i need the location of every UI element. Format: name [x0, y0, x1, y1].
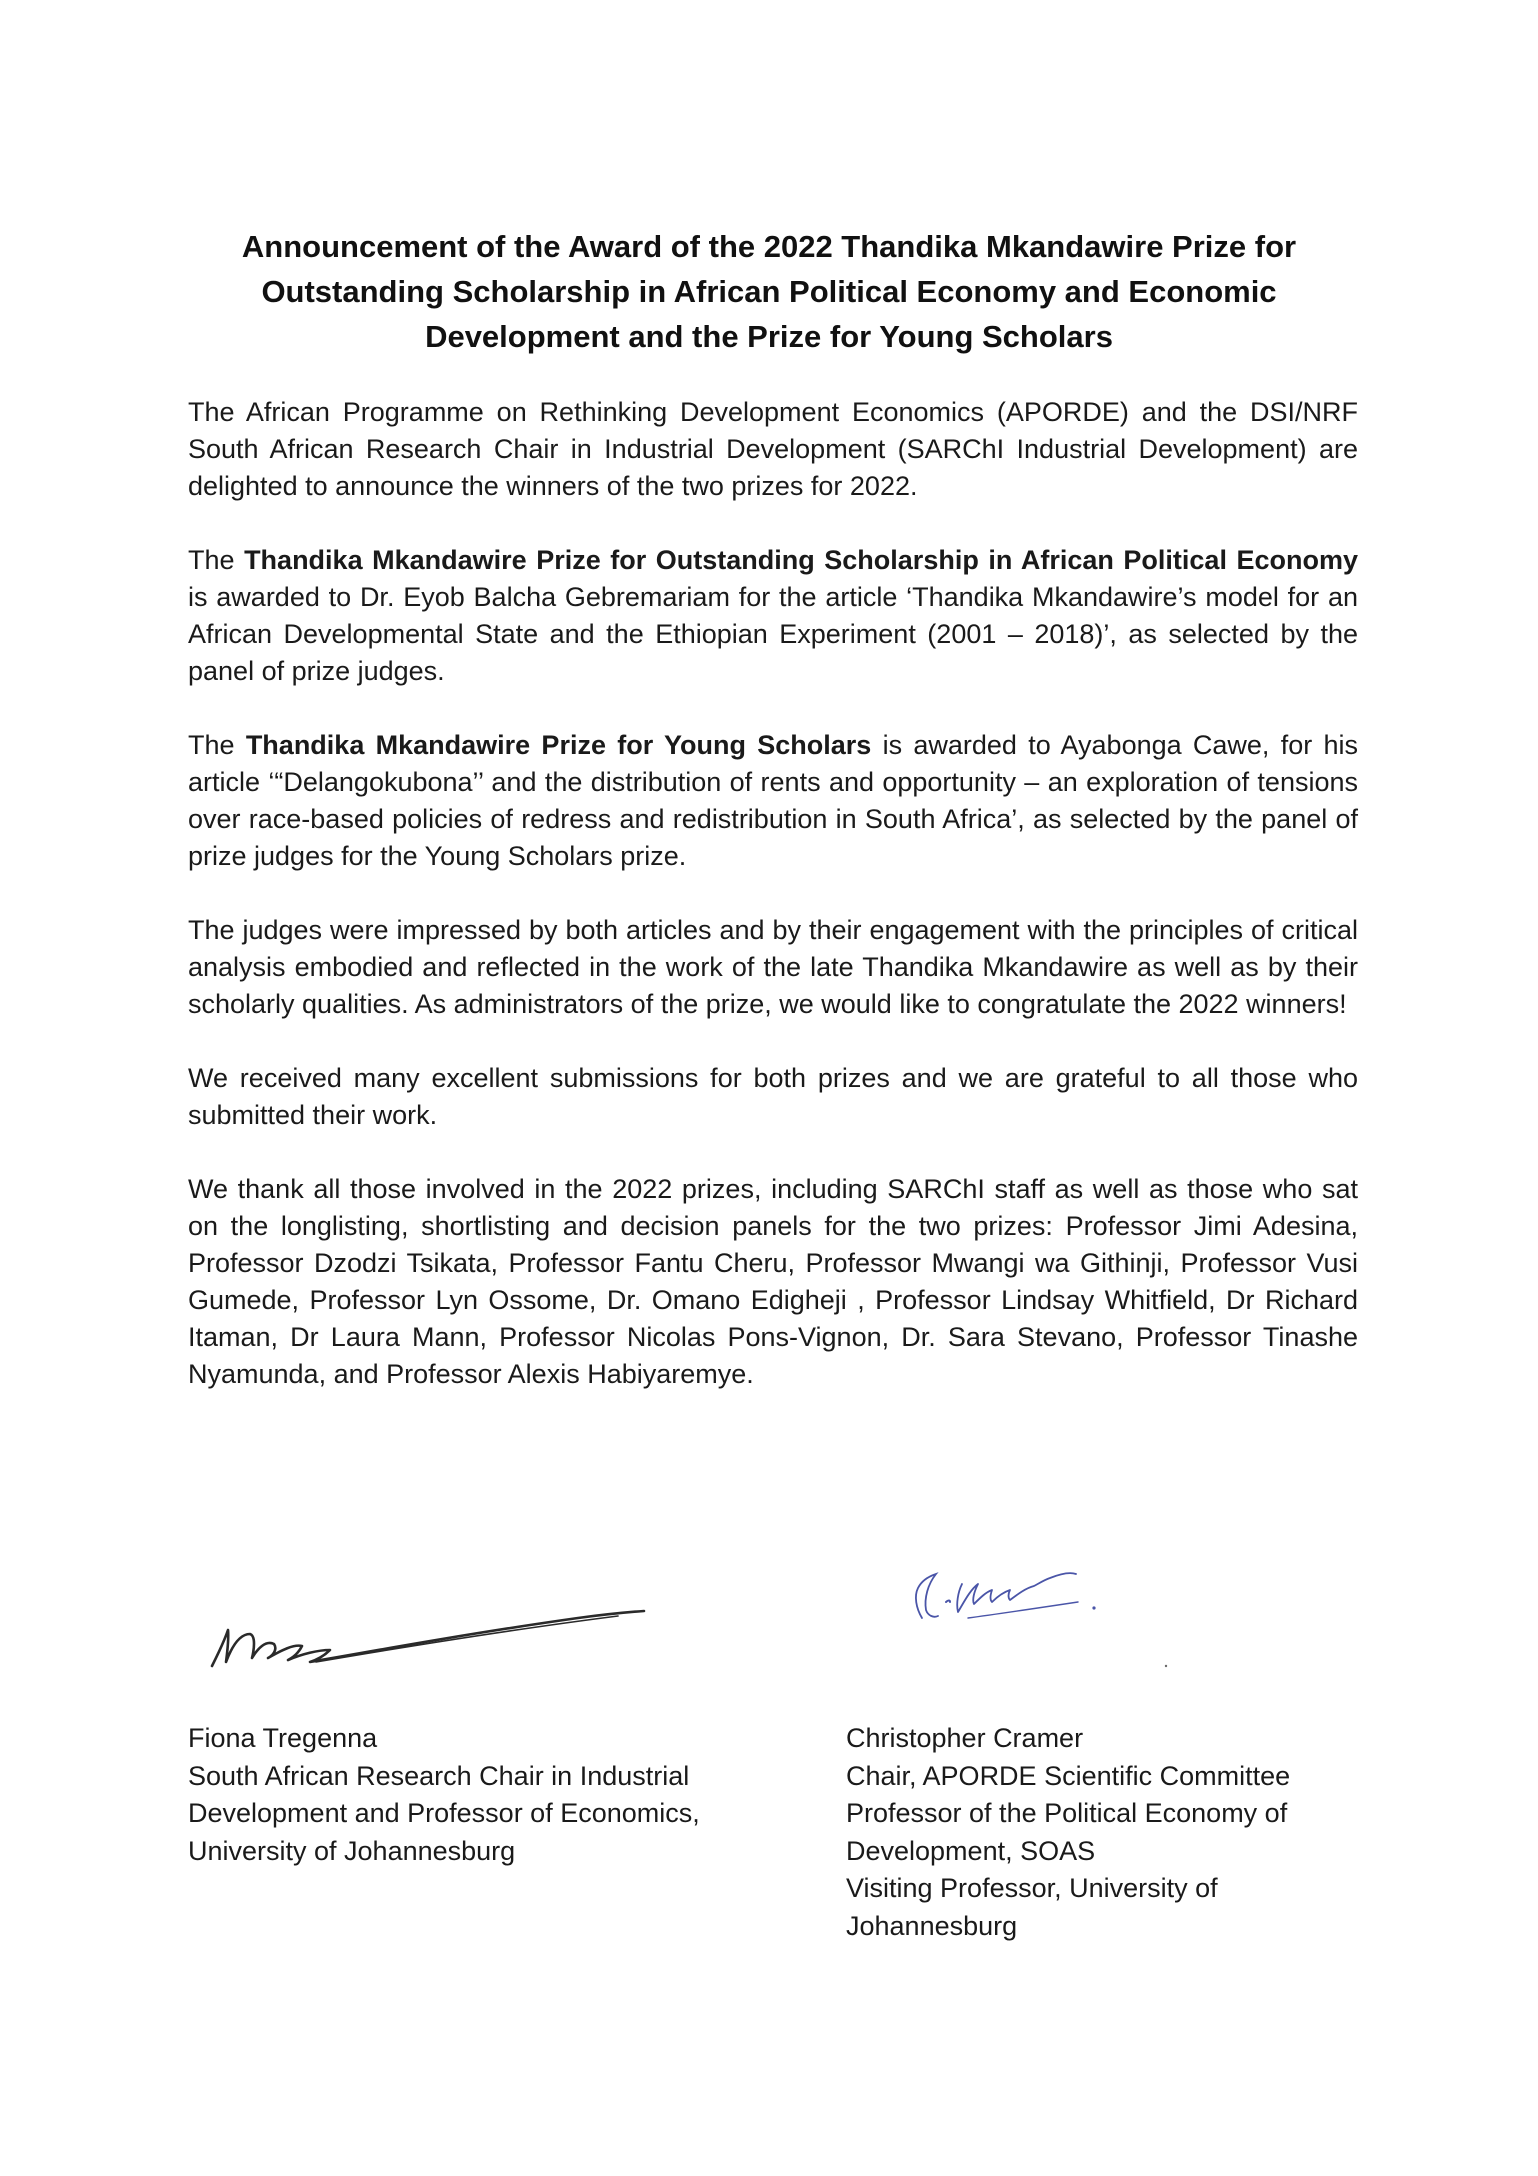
signatory-title: South African Research Chair in Industrial [188, 1760, 690, 1791]
prize-name: Thandika Mkandawire Prize for Young Scholars [245, 730, 872, 760]
prize-young-scholars-paragraph [188, 727, 1358, 875]
signatory-name: Fiona Tregenna [188, 1723, 378, 1753]
title-line: Outstanding Scholarship in African Political Economy and Economic [261, 274, 1277, 309]
paragraph-text: is awarded to Dr. Eyob Balcha Gebremariam for the article ‘Thandika Mkandawire’s model for an African Developmental State and the Ethiopian Experiment (2001 – 2018)’, as selected by the panel of prize judges. [188, 582, 1358, 686]
prize-name: Thandika Mkandawire Prize for Outstanding Scholarship in African Political Economy [244, 545, 1359, 575]
signature-right [888, 1540, 1188, 1670]
signatory-title: Visiting Professor, University of [846, 1873, 1218, 1903]
announcement-title [170, 224, 1368, 359]
signatory-title: Chair, APORDE Scientific Committee [846, 1760, 1291, 1791]
paragraph-text: is awarded to Ayabonga Cawe, for his article ‘“Delangokubona’’ and the distribution of rents and opportunity – an exploration of tensions over race-based policies of redress and redistribution in South Africa’, as selected by the panel of prize judges for the Young Scholars prize. [188, 730, 1359, 871]
submissions-paragraph: We received many excellent submissions for both prizes and we are grateful to all those who submitted their work. [188, 1063, 1358, 1130]
signatory-title: Development and Professor of Economics, [188, 1798, 700, 1828]
thanks-paragraph: We thank all those involved in the 2022 prizes, including SARChI staff as well as those who sat on the longlisting, shortlisting and decision panels for the two prizes: Professor Jimi Adesina, Professor Dzodzi Tsikata, Professor Fantu Cheru, Professor Mwangi wa Githinji, Professor Vusi Gumede, Professor Lyn Ossome, Dr. Omano Edigheji , Professor Lindsay Whitfield, Dr Richard Itaman, Dr Laura Mann, Professor Nicolas Pons-Vignon, Dr. Sara Stevano, Professor Tinashe Nyamunda, and Professor Alexis Habiyaremye. [188, 1174, 1358, 1389]
signatory-title: Professor of the Political Economy of [846, 1798, 1288, 1828]
announcement-body [188, 394, 1358, 1430]
paragraph-text: The [188, 730, 246, 760]
signatory-affiliation: Johannesburg [846, 1910, 1018, 1941]
signature-left [198, 1592, 658, 1680]
prize-outstanding-paragraph [188, 542, 1358, 690]
title-line: Announcement of the Award of the 2022 Thandika Mkandawire Prize for [241, 229, 1297, 264]
title-line: Development and the Prize for Young Scholars [425, 319, 1113, 354]
paragraph-text: The [188, 545, 245, 575]
intro-paragraph: The African Programme on Rethinking Development Economics (APORDE) and the DSI/NRF South African Research Chair in Industrial Development (SARChI Industrial Development) are delighted to announce the winners of the two prizes for 2022. [188, 397, 1358, 501]
signatory-name: Christopher Cramer [846, 1723, 1084, 1753]
signatory-affiliation: Development, SOAS [846, 1835, 1096, 1866]
judges-paragraph: The judges were impressed by both articles and by their engagement with the principles of critical analysis embodied and reflected in the work of the late Thandika Mkandawire as well as by their scholarly qualities. As administrators of the prize, we would like to congratulate the 2022 winners! [188, 915, 1358, 1019]
signatory-left [188, 1720, 700, 1870]
signatory-right [846, 1720, 1290, 1945]
signatory-affiliation: University of Johannesburg [188, 1835, 516, 1866]
